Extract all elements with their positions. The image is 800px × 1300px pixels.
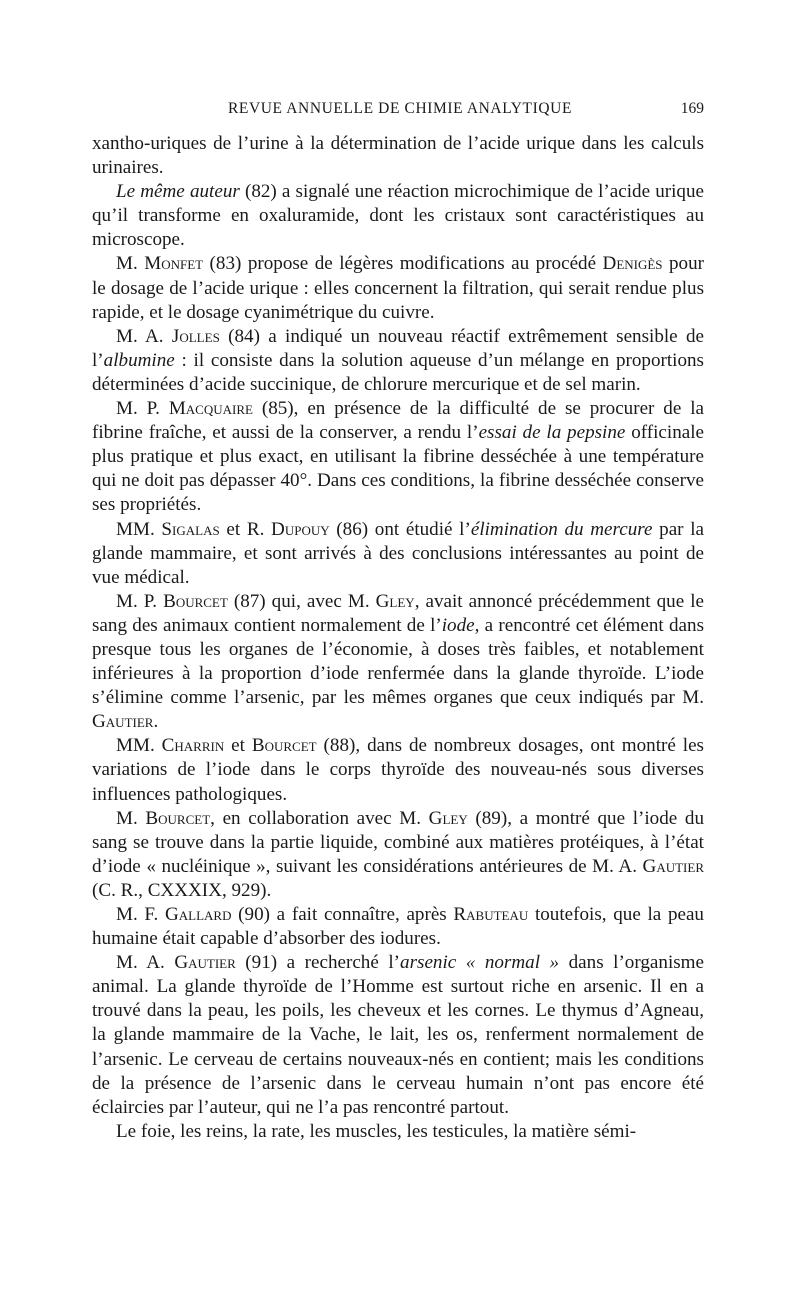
text-run: (88), dans de nombreux dosages, ont montré les variations de l’iode dans le corps thyroïde des nouveau-nés sous diverses influences pathologiques. <box>92 735 704 805</box>
text-run: officinale plus pratique et plus exact, en utilisant la fibrine desséchée à une température qui ne doit pas dépasser 40°. Dans ces conditions, la fibrine desséchée conserve ses propriétés. <box>92 422 705 516</box>
text-run: Le foie, les reins, la rate, les muscles, les testicules, la matière sémi- <box>116 1120 637 1142</box>
text-run: M. P. <box>116 590 164 612</box>
text-run: M. F. <box>116 904 165 925</box>
author-name: Gley <box>375 590 415 612</box>
author-name: Bourcet <box>145 807 211 829</box>
text-run: et <box>224 735 252 757</box>
paragraph <box>92 734 704 806</box>
text-run: (85), en présence de la difficulté de se procurer de la fibrine fraîche, et aussi de la conserver, a rendu l’ <box>92 398 704 444</box>
text-run: , a rencontré cet élément dans presque tous les organes de l’économie, à doses très faibles, et notablement inférieures à la proportion d’iode renfermée dans la glande thyroïde. L’iode s’élimine comme l’arsenic, par les mêmes organes que ceux indiqués par M. <box>92 614 704 709</box>
author-name: Jolles <box>171 325 220 347</box>
text-run: , en collaboration avec M. <box>210 807 429 829</box>
text-run: , avait annoncé précédemment que le sang des animaux contient normalement de l’ <box>92 590 704 636</box>
author-name: Macquaire <box>168 398 253 420</box>
author-name: Dupouy <box>271 518 330 540</box>
text-run: (C. R., CXXXIX, 929). <box>92 879 272 901</box>
paragraph <box>92 951 704 1120</box>
author-name: Bourcet <box>163 590 228 612</box>
author-name: Bourcet <box>251 735 317 757</box>
paragraph <box>92 1120 704 1144</box>
emphasis-text: albumine <box>103 349 175 371</box>
running-head: REVUE ANNUELLE DE CHIMIE ANALYTIQUE <box>227 100 573 117</box>
author-name: Gallard <box>164 904 232 925</box>
text-run: dans l’organisme animal. La glande thyroïde de l’Homme est surtout riche en arsenic. Il en a trouvé dans la peau, les poils, les cheveux et les cornes. Le thymus d’Agneau, la glande mammaire de la Vache, le lait, les os, renferment normalement de l’arsenic. Le cerveau de certains nouveaux-nés en contient; mais les conditions de la présence de l’arsenic dans le cerveau humain n’ont pas encore été éclaircies par l’auteur, qui ne l’a pas rencontré partout. <box>92 952 705 1118</box>
text-run: . <box>153 711 159 733</box>
text-run: M. <box>116 253 145 275</box>
text-run: M. A. <box>116 952 175 974</box>
emphasis-text: élimination du mercure <box>470 518 653 540</box>
emphasis-text: iode <box>441 614 475 636</box>
paragraph <box>92 397 704 517</box>
paragraph <box>92 807 704 903</box>
author-name: Rabuteau <box>453 904 529 925</box>
page-number: 169 <box>680 100 704 117</box>
text-run: (82) a signalé une réaction microchimique de l’acide urique qu’il transforme en oxaluramide, dont les cristaux sont caractéristiques au microscope. <box>92 181 704 251</box>
paragraph <box>92 590 704 735</box>
paragraph <box>92 180 704 252</box>
text-run: M. <box>116 807 146 829</box>
text-run: pour le dosage de l’acide urique : elles concernent la filtration, qui serait rendue plus rapide, et le dosage cyanimétrique du cuivre. <box>92 253 705 323</box>
paragraph <box>92 518 704 590</box>
paragraph <box>92 903 704 951</box>
author-name: Gautier <box>92 711 154 733</box>
text-run: (83) propose de légères modifications au procédé <box>203 253 603 275</box>
text-run: MM. <box>116 735 162 757</box>
author-name: Gautier <box>174 952 236 974</box>
text-run: toutefois, que la peau humaine était capable d’absorber des iodures. <box>92 904 704 950</box>
text-run: (86) ont étudié l’ <box>329 518 471 540</box>
emphasis-text: arsenic « normal » <box>400 952 560 974</box>
text-run: (90) a fait connaître, après <box>231 904 454 925</box>
body-text <box>92 132 704 1144</box>
paragraph <box>92 325 704 397</box>
text-run: et R. <box>219 518 272 540</box>
emphasis-text: Le même auteur <box>116 181 240 203</box>
text-run: par la glande mammaire, et sont arrivés à des conclusions intéressantes au point de vue médical. <box>92 518 704 588</box>
text-run: (89), a montré que l’iode du sang se trouve dans la partie liquide, combiné aux matières protéiques, à l’état d’iode « nucléinique », suivant les considérations antérieures de M. A. <box>92 807 704 877</box>
page-header <box>0 100 800 124</box>
author-name: Charrin <box>161 735 225 757</box>
author-name: Gautier <box>642 855 704 877</box>
text-run: MM. <box>116 518 162 540</box>
text-run: M. A. <box>116 325 172 347</box>
text-run: (84) a indiqué un nouveau réactif extrêmement sensible de l’ <box>92 325 705 371</box>
text-run: (87) qui, avec M. <box>227 590 376 612</box>
author-name: Monfet <box>144 253 204 275</box>
text-run: M. P. <box>116 398 169 420</box>
paragraph <box>92 252 704 324</box>
author-name: Denigès <box>602 253 663 275</box>
text-run: xantho-uriques de l’urine à la détermination de l’acide urique dans les calculs urinaires. <box>92 133 704 179</box>
text-run: (91) a recherché l’ <box>235 952 401 974</box>
author-name: Gley <box>428 807 468 829</box>
paragraph <box>92 132 704 180</box>
emphasis-text: essai de la pepsine <box>478 422 626 444</box>
text-run: : il consiste dans la solution aqueuse d’un mélange en proportions déterminées d’acide succinique, de chlorure mercurique et de sel marin. <box>92 349 704 395</box>
author-name: Sigalas <box>161 518 220 540</box>
